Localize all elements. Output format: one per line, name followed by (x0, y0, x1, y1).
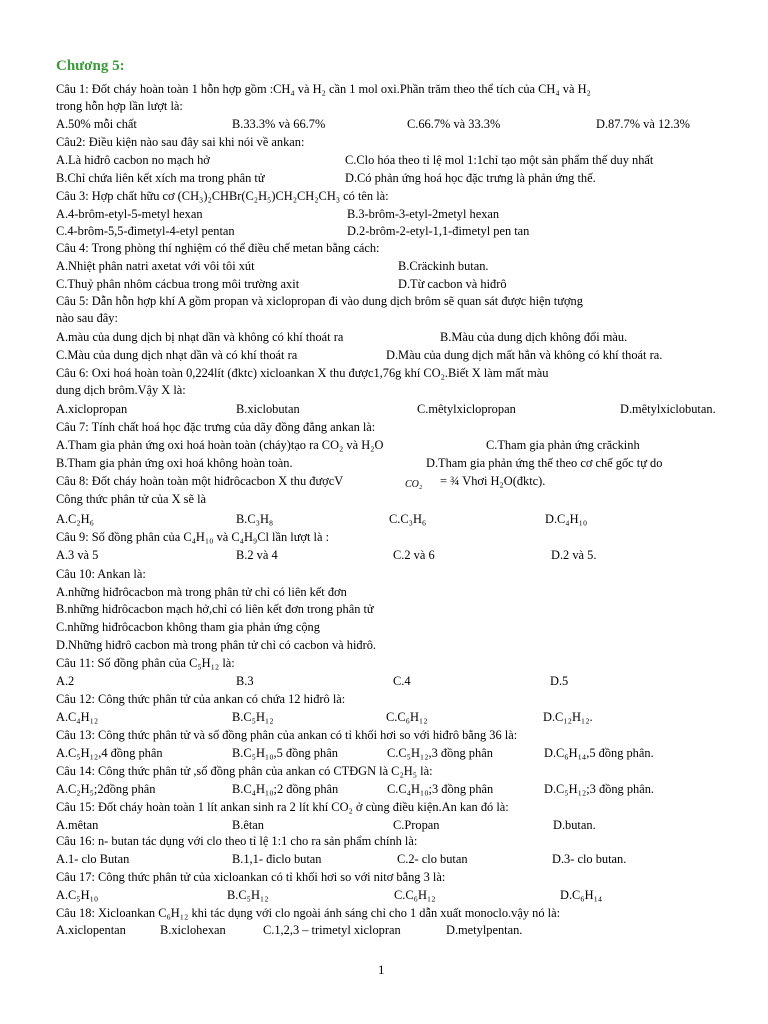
option-c: C.mêtylxiclopropan (417, 402, 516, 416)
text-segment: Câu 10: Ankan là: (56, 567, 146, 581)
option-b: B.C₅H₁₂ (232, 710, 274, 724)
text-line (0, 490, 768, 508)
option-d: D.87.7% và 12.3% (596, 117, 690, 131)
option-b: B.33.3% và 66.7% (232, 117, 326, 131)
option-b: B.êtan (232, 818, 264, 832)
text-line (0, 80, 768, 98)
option-a: A.4-brôm-etyl-5-metyl hexan (56, 207, 203, 221)
answer-options-line (0, 546, 768, 564)
option-a: A.Là hiđrô cacbon no mạch hở (56, 153, 210, 167)
option-b: B.Cräckinh butan. (398, 259, 489, 273)
text-segment: Câu 6: Oxi hoá hoàn toàn 0,224lít (đktc) xicloankan X thu được1,76g khí CO₂.Biết X làm mất màu (56, 366, 549, 380)
answer-options-line (0, 222, 768, 240)
text-segment: Câu 15: Đốt cháy hoàn toàn 1 lít ankan sinh ra 2 lít khí CO₂ ở cùng điều kiện.An kan đó là: (56, 800, 509, 814)
text-segment: Câu 4: Trong phòng thí nghiệm có thể điều chế metan bằng cách: (56, 241, 380, 255)
option-c: C.1,2,3 – trimetyl xiclopran (263, 923, 401, 937)
text-segment: dung dịch brôm.Vậy X là: (56, 383, 186, 397)
text-segment: = ¾ Vhơi H₂O(đktc). (440, 474, 546, 488)
answer-options-line (0, 328, 768, 346)
answer-options-line (0, 454, 768, 472)
option-b: B.Chỉ chứa liên kết xích ma trong phân tử (56, 171, 265, 185)
text-line (0, 904, 768, 922)
option-c: C.C₃H₆ (389, 512, 427, 526)
option-c: C.Thuỷ phân nhôm cácbua trong môi trường axit (56, 277, 300, 291)
answer-options-line (0, 115, 768, 133)
option-a: A.C₂H₆ (56, 512, 94, 526)
option-b: B.xiclobutan (236, 402, 300, 416)
answer-options-line (0, 886, 768, 904)
option-c: C.Propan (393, 818, 440, 832)
option-d: D.C₄H₁₀ (545, 512, 588, 526)
option-a: A.xiclopropan (56, 402, 128, 416)
option-b: B.C₃H₈ (236, 512, 274, 526)
option-d: D.C₁₂H₁₂. (543, 710, 593, 724)
option-c: C.C₆H₁₂ (386, 710, 428, 724)
text-segment: Câu 9: Số đồng phân của C₄H₁₀ và C₄H₉Cl lần lượt là : (56, 530, 330, 544)
option-d: D.metylpentan. (446, 923, 523, 937)
option-c: C.66.7% và 33.3% (407, 117, 501, 131)
option-b: B.2 và 4 (236, 548, 278, 562)
text-segment: Câu 17: Công thức phân tử của xicloankan có tỉ khối hơi so với nitơ bằng 3 là: (56, 870, 446, 884)
answer-options-line (0, 275, 768, 293)
answer-options-line (0, 436, 768, 454)
text-segment: Câu 11: Số đồng phân của C₅H₁₂ là: (56, 656, 235, 670)
text-segment: trong hỗn hợp lần lượt là: (56, 99, 183, 113)
text-line (0, 364, 768, 382)
option-d: D.3- clo butan. (552, 852, 627, 866)
text-line (0, 600, 768, 618)
option-d: D.Có phản ứng hoá học đặc trưng là phản ứng thế. (345, 171, 596, 185)
text-line (0, 133, 768, 151)
option-d: D.C₆H₁₄,5 đồng phân. (544, 746, 654, 760)
answer-options-line (0, 850, 768, 868)
text-segment: A.những hiđrôcacbon mà trong phân tử chỉ có liên kết đơn (56, 585, 347, 599)
option-a: A.C₅H₁₂,4 đồng phân (56, 746, 163, 760)
text-segment: Câu 18: Xicloankan C₆H₁₂ khi tác dụng với clo ngoài ánh sáng chỉ cho 1 dẫn xuất monoclo.vậy nó là: (56, 906, 561, 920)
option-c: C.C₄H₁₀;3 đồng phân (387, 782, 494, 796)
option-c: C.C₅H₁₂,3 đồng phân (387, 746, 493, 760)
option-d: D.Tham gia phản ứng thế theo cơ chế gốc tự do (426, 456, 663, 470)
option-c: C.2 và 6 (393, 548, 435, 562)
option-a: A.C₅H₁₀ (56, 888, 99, 902)
text-segment: Công thức phân tử của X sẽ là (56, 492, 207, 506)
subscript-co2: CO₂ (405, 479, 423, 490)
option-d: D.C₅H₁₂;3 đồng phân. (544, 782, 655, 796)
text-segment: Câu2: Điều kiện nào sau đây sai khi nói về ankan: (56, 135, 305, 149)
option-d: D.mêtylxiclobutan. (620, 402, 716, 416)
option-d: D.butan. (553, 818, 596, 832)
text-line (0, 654, 768, 672)
text-segment: Câu 7: Tính chất hoá học đặc trưng của dãy đồng đẳng ankan là: (56, 420, 376, 434)
option-d: D.C₆H₁₄ (560, 888, 603, 902)
text-segment: Câu 12: Công thức phân tử của ankan có chứa 12 hiđrô là: (56, 692, 346, 706)
chapter-heading: Chương 5: (56, 58, 125, 74)
text-line (0, 726, 768, 744)
option-c: C.4 (393, 674, 411, 688)
answer-options-line (0, 780, 768, 798)
answer-options-line (0, 151, 768, 169)
text-line (0, 187, 768, 205)
option-c: C.4-brôm-5,5-đimetyl-4-etyl pentan (56, 224, 235, 238)
option-a: A.C₄H₁₂ (56, 710, 99, 724)
option-c: C.C₆H₁₂ (394, 888, 436, 902)
option-b: B.xiclohexan (160, 923, 226, 937)
text-line (0, 832, 768, 850)
option-b: B.C₅H₁₀,5 đồng phân (232, 746, 338, 760)
option-b: B.C₄H₁₀;2 đồng phân (232, 782, 339, 796)
option-d: D.2-brôm-2-etyl-1,1-đimetyl pen tan (347, 224, 530, 238)
text-line (0, 418, 768, 436)
answer-options-line (0, 400, 768, 418)
text-segment: nào sau đây: (56, 311, 118, 325)
option-a: A.2 (56, 674, 75, 688)
option-c: C.2- clo butan (397, 852, 468, 866)
answer-options-line (0, 205, 768, 223)
option-c: C.Tham gia phản ứng crăckinh (486, 438, 640, 452)
text-line (0, 472, 768, 490)
text-segment: Câu 3: Hợp chất hữu cơ (CH₃)₂CHBr(C₂H₅)CH₂CH₂CH₃ có tên là: (56, 189, 389, 203)
option-b: B.3 (236, 674, 254, 688)
option-a: A.C₂H₅;2đồng phân (56, 782, 156, 796)
option-c: C.Clo hóa theo tỉ lệ mol 1:1chỉ tạo một sản phẩm thế duy nhất (345, 153, 654, 167)
text-line (0, 798, 768, 816)
answer-options-line (0, 708, 768, 726)
option-a: A.3 và 5 (56, 548, 99, 562)
option-a: A.mêtan (56, 818, 99, 832)
answer-options-line (0, 169, 768, 187)
text-line (0, 381, 768, 399)
answer-options-line (0, 921, 768, 939)
option-d: D.Từ cacbon và hiđrô (398, 277, 507, 291)
answer-options-line (0, 257, 768, 275)
answer-options-line (0, 510, 768, 528)
option-d: D.5 (550, 674, 569, 688)
option-d: D.Màu của dung dịch mất hẳn và không có khí thoát ra. (386, 348, 663, 362)
text-segment: Câu 5: Dẫn hỗn hợp khí A gồm propan và xiclopropan đi vào dung dịch brôm sẽ quan sát được hiện tượng (56, 294, 583, 308)
option-a: A.xiclopentan (56, 923, 126, 937)
text-line (0, 762, 768, 780)
text-line (0, 565, 768, 583)
text-line (0, 583, 768, 601)
text-segment: D.Những hiđrô cacbon mà trong phân tử chỉ có cacbon và hiđrô. (56, 638, 377, 652)
text-line (0, 636, 768, 654)
option-b: B.C₅H₁₂ (227, 888, 269, 902)
text-line (0, 690, 768, 708)
option-a: A.Tham gia phản ứng oxi hoá hoàn toàn (cháy)tạo ra CO₂ và H₂O (56, 438, 384, 452)
text-segment: B.những hiđrôcacbon mạch hở,chỉ có liên kết đơn trong phân tử (56, 602, 374, 616)
text-line (0, 97, 768, 115)
text-segment: Câu 16: n- butan tác dụng với clo theo tỉ lệ 1:1 cho ra sản phẩm chính là: (56, 834, 418, 848)
text-line (0, 528, 768, 546)
text-segment: Câu 8: Đốt cháy hoàn toàn một hiđrôcacbon X thu đượcV (56, 474, 344, 488)
text-segment: C.những hiđrôcacbon không tham gia phản ứng cộng (56, 620, 320, 634)
option-b: B.3-brôm-3-etyl-2metyl hexan (347, 207, 500, 221)
text-segment: Câu 13: Công thức phân tử và số đồng phân của ankan có tỉ khối hơi so với hiđrô bằng 36 là: (56, 728, 518, 742)
text-line (0, 309, 768, 327)
option-a: A.1- clo Butan (56, 852, 130, 866)
option-a: A.màu của dung dịch bị nhạt dần và không có khí thoát ra (56, 330, 344, 344)
option-b: B.1,1- điclo butan (232, 852, 322, 866)
option-b: B.Tham gia phản ứng oxi hoá không hoàn toàn. (56, 456, 293, 470)
text-line (0, 618, 768, 636)
page-number: 1 (378, 962, 385, 977)
option-d: D.2 và 5. (551, 548, 597, 562)
option-a: A.50% mỗi chất (56, 117, 137, 131)
text-segment: Câu 14: Công thức phân tử ,số đồng phân của ankan có CTĐGN là C₂H₅ là: (56, 764, 433, 778)
answer-options-line (0, 346, 768, 364)
option-c: C.Màu của dung dịch nhạt dần và có khí thoát ra (56, 348, 298, 362)
answer-options-line (0, 672, 768, 690)
text-line (0, 868, 768, 886)
text-segment: Câu 1: Đốt cháy hoàn toàn 1 hỗn hợp gồm :CH₄ và H₂ cần 1 mol oxi.Phần trăm theo thể tích của CH₄ và H₂ (56, 82, 591, 96)
option-b: B.Màu của dung dịch không đổi màu. (440, 330, 628, 344)
option-a: A.Nhiệt phân natri axetat với vôi tôi xút (56, 259, 255, 273)
answer-options-line (0, 744, 768, 762)
text-line (0, 292, 768, 310)
text-line (0, 239, 768, 257)
